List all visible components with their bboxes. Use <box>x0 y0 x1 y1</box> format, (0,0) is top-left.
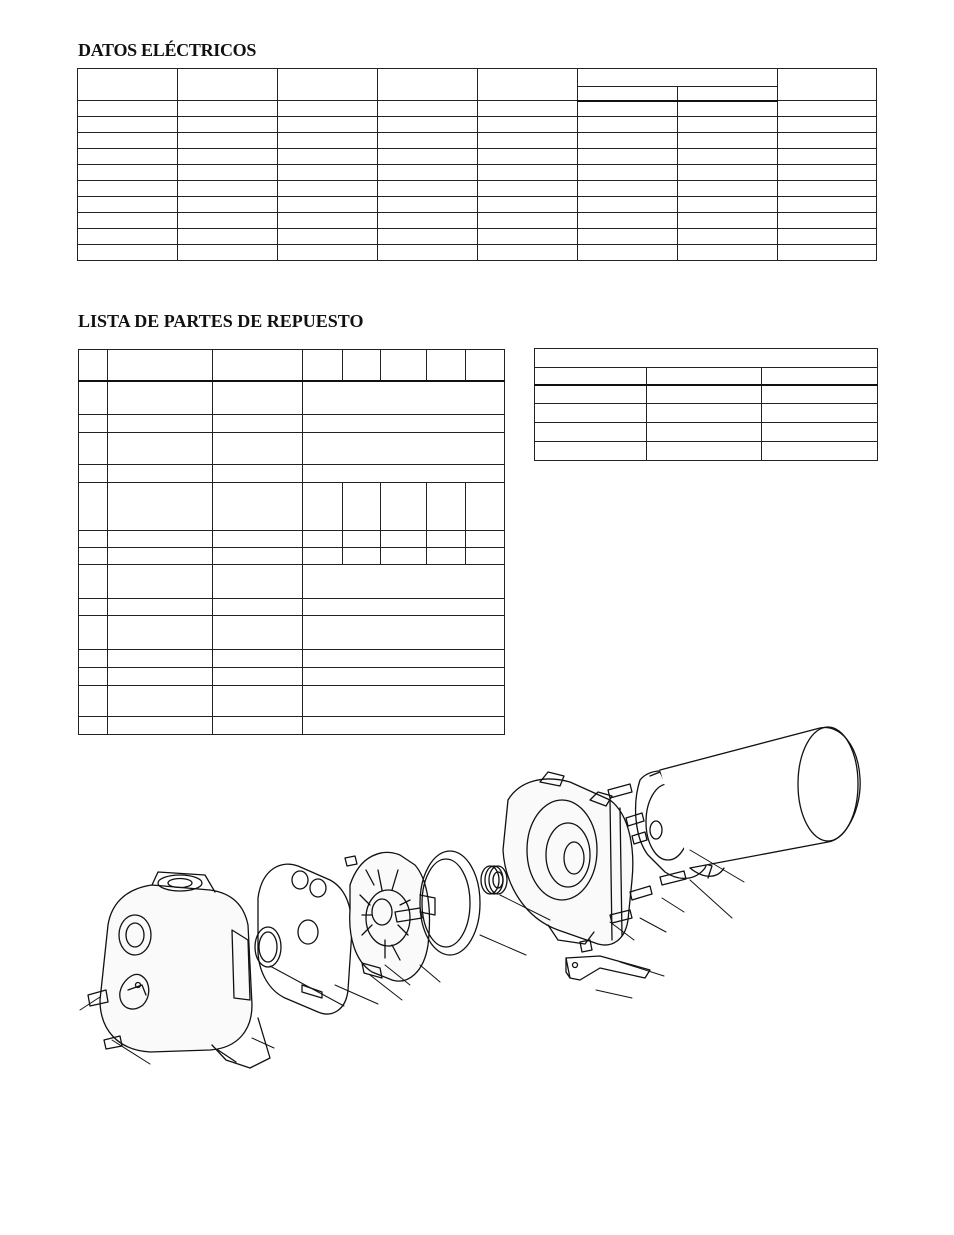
table-cell <box>578 181 678 197</box>
table-cell <box>578 245 678 261</box>
table-row <box>78 229 877 245</box>
table-cell <box>78 165 178 181</box>
table-cell <box>303 548 343 565</box>
table-cell <box>213 483 303 531</box>
table-cell <box>79 381 108 415</box>
diffuser <box>345 853 429 982</box>
table-cell <box>378 245 478 261</box>
table-cell <box>478 229 578 245</box>
table-cell <box>108 565 213 599</box>
table-cell <box>578 149 678 165</box>
table-cell <box>466 350 505 381</box>
table-cell <box>178 117 278 133</box>
table-cell <box>78 197 178 213</box>
table-cell <box>778 101 877 117</box>
table-cell <box>278 165 378 181</box>
table-cell <box>647 404 762 423</box>
table-cell <box>678 149 778 165</box>
table-cell <box>79 616 108 650</box>
table-cell <box>343 350 381 381</box>
table-cell <box>108 350 213 381</box>
exploded-pump-diagram <box>0 720 954 1120</box>
table-row <box>78 181 877 197</box>
table-cell <box>213 465 303 483</box>
parts-list-table <box>78 349 505 735</box>
electrical-data-table <box>77 68 877 261</box>
table-cell <box>762 404 878 423</box>
parts-list-title: LISTA DE PARTES DE REPUESTO <box>78 311 364 331</box>
table-cell <box>378 133 478 149</box>
table-cell <box>108 531 213 548</box>
table-cell <box>213 599 303 616</box>
table-cell <box>78 181 178 197</box>
table-cell <box>578 197 678 213</box>
table-cell <box>678 165 778 181</box>
table-cell <box>378 165 478 181</box>
table-cell <box>778 197 877 213</box>
table-cell <box>647 368 762 385</box>
table-cell <box>535 404 647 423</box>
table-cell <box>762 423 878 442</box>
table-cell <box>466 548 505 565</box>
table-cell <box>278 149 378 165</box>
table-cell <box>678 213 778 229</box>
table-cell <box>778 149 877 165</box>
table-cell <box>213 616 303 650</box>
table-cell <box>535 423 647 442</box>
table-cell <box>578 165 678 181</box>
table-cell <box>427 350 466 381</box>
table-cell <box>343 548 381 565</box>
table-cell <box>108 668 213 686</box>
table-cell <box>278 101 378 117</box>
table-cell <box>578 117 678 133</box>
table-cell <box>378 69 478 101</box>
table-cell <box>378 197 478 213</box>
table-cell <box>108 381 213 415</box>
table-cell <box>79 350 108 381</box>
table-cell <box>108 548 213 565</box>
table-cell <box>178 245 278 261</box>
table-cell <box>381 350 427 381</box>
table-cell <box>213 565 303 599</box>
table-cell <box>303 668 505 686</box>
table-cell <box>213 531 303 548</box>
table-cell <box>378 213 478 229</box>
table-cell <box>381 483 427 531</box>
table-cell <box>762 385 878 404</box>
table-cell <box>378 117 478 133</box>
table-cell <box>79 548 108 565</box>
table-cell <box>78 229 178 245</box>
table-cell <box>427 548 466 565</box>
table-cell <box>778 69 877 101</box>
table-cell <box>647 385 762 404</box>
table-cell <box>478 69 578 101</box>
table-cell <box>213 350 303 381</box>
table-cell <box>678 87 778 101</box>
table-cell <box>678 133 778 149</box>
table-cell <box>278 213 378 229</box>
table-cell <box>378 229 478 245</box>
table-cell <box>278 197 378 213</box>
table-cell <box>478 117 578 133</box>
table-cell <box>535 442 647 461</box>
electrical-table-body <box>78 101 877 261</box>
table-cell <box>378 101 478 117</box>
table-cell <box>343 531 381 548</box>
table-cell <box>78 149 178 165</box>
table-cell <box>78 245 178 261</box>
table-cell <box>303 599 505 616</box>
table-cell <box>178 69 278 101</box>
table-cell <box>108 616 213 650</box>
table-cell <box>78 133 178 149</box>
table-cell <box>478 101 578 117</box>
table-row <box>78 133 877 149</box>
table-cell <box>213 650 303 668</box>
table-cell <box>108 599 213 616</box>
table-cell <box>466 483 505 531</box>
table-cell <box>108 415 213 433</box>
table-cell <box>108 686 213 717</box>
table-cell <box>303 415 505 433</box>
table-cell <box>778 133 877 149</box>
table-cell <box>762 368 878 385</box>
table-row <box>78 117 877 133</box>
table-cell <box>178 149 278 165</box>
table-cell <box>478 181 578 197</box>
table-cell <box>647 442 762 461</box>
table-cell <box>78 117 178 133</box>
table-cell <box>427 483 466 531</box>
table-cell <box>303 465 505 483</box>
pump-casing <box>88 872 270 1068</box>
table-cell <box>678 229 778 245</box>
table-cell <box>278 181 378 197</box>
table-cell <box>178 181 278 197</box>
table-cell <box>578 69 778 87</box>
table-cell <box>678 117 778 133</box>
shaft-seal <box>481 866 507 894</box>
table-cell <box>303 565 505 599</box>
table-cell <box>303 531 343 548</box>
table-cell <box>303 381 505 415</box>
table-cell <box>79 668 108 686</box>
table-cell <box>178 229 278 245</box>
table-cell <box>79 433 108 465</box>
table-cell <box>427 531 466 548</box>
table-cell <box>535 368 647 385</box>
table-cell <box>535 385 647 404</box>
table-cell <box>78 69 178 101</box>
table-cell <box>381 548 427 565</box>
table-cell <box>578 133 678 149</box>
table-cell <box>303 616 505 650</box>
table-cell <box>178 101 278 117</box>
table-cell <box>478 133 578 149</box>
table-cell <box>478 149 578 165</box>
table-cell <box>108 483 213 531</box>
table-cell <box>378 149 478 165</box>
table-cell <box>303 650 505 668</box>
table-cell <box>762 442 878 461</box>
table-cell <box>79 531 108 548</box>
table-cell <box>79 686 108 717</box>
table-cell <box>778 181 877 197</box>
table-row <box>78 213 877 229</box>
table-cell <box>343 483 381 531</box>
table-cell <box>303 433 505 465</box>
table-cell <box>108 433 213 465</box>
table-cell <box>79 483 108 531</box>
side-table <box>534 348 878 461</box>
table-cell <box>578 101 678 117</box>
table-cell <box>578 87 678 101</box>
table-cell <box>178 197 278 213</box>
table-cell <box>466 531 505 548</box>
table-cell <box>678 181 778 197</box>
electrical-data-title: DATOS ELÉCTRICOS <box>78 40 257 60</box>
table-cell <box>108 650 213 668</box>
table-row <box>78 245 877 261</box>
table-cell <box>778 229 877 245</box>
table-cell <box>381 531 427 548</box>
table-cell <box>278 117 378 133</box>
table-cell <box>213 415 303 433</box>
table-cell <box>78 101 178 117</box>
table-cell <box>278 69 378 101</box>
table-cell <box>478 165 578 181</box>
table-cell <box>678 197 778 213</box>
gasket-plate <box>258 864 352 1014</box>
table-cell <box>213 381 303 415</box>
table-cell <box>178 133 278 149</box>
table-cell <box>278 133 378 149</box>
table-cell <box>303 350 343 381</box>
table-cell <box>478 213 578 229</box>
table-cell <box>778 165 877 181</box>
table-cell <box>647 423 762 442</box>
table-cell <box>778 245 877 261</box>
motor-body <box>660 727 860 876</box>
mounting-foot <box>566 940 650 980</box>
table-cell <box>213 548 303 565</box>
table-cell <box>79 415 108 433</box>
table-cell <box>78 213 178 229</box>
table-cell <box>278 245 378 261</box>
table-cell <box>213 668 303 686</box>
table-row <box>78 197 877 213</box>
table-cell <box>213 433 303 465</box>
table-cell <box>578 213 678 229</box>
table-cell <box>213 686 303 717</box>
table-cell <box>778 117 877 133</box>
table-cell <box>678 245 778 261</box>
table-row <box>78 165 877 181</box>
table-row <box>78 101 877 117</box>
table-cell <box>79 565 108 599</box>
table-cell <box>108 465 213 483</box>
table-row <box>78 149 877 165</box>
seal-plate <box>503 772 633 945</box>
table-cell <box>303 483 343 531</box>
table-cell <box>578 229 678 245</box>
table-cell <box>378 181 478 197</box>
table-cell <box>278 229 378 245</box>
table-cell <box>79 465 108 483</box>
table-cell <box>678 101 778 117</box>
table-cell <box>478 245 578 261</box>
table-cell <box>778 213 877 229</box>
table-cell <box>79 599 108 616</box>
table-cell <box>535 349 878 368</box>
table-cell <box>79 650 108 668</box>
table-cell <box>303 686 505 717</box>
table-cell <box>178 213 278 229</box>
table-cell <box>478 197 578 213</box>
table-cell <box>178 165 278 181</box>
